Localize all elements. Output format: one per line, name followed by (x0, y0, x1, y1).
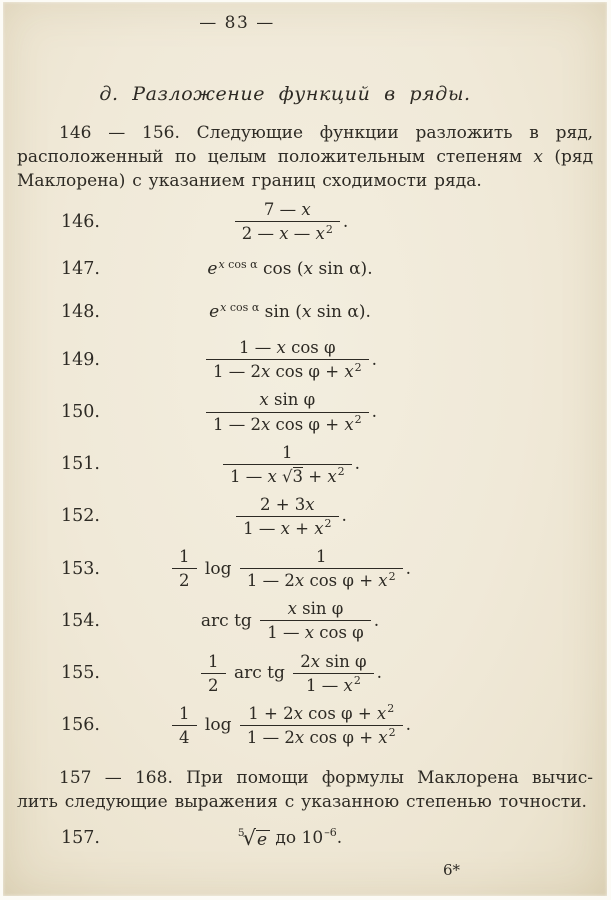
formula-text: $e^{x cos \alpha}$ cos (x sin α). (207, 257, 373, 280)
problem-number: 156. (61, 715, 100, 736)
fraction (293, 651, 373, 696)
fraction-denominator: 4 (172, 725, 197, 748)
fraction-denominator: 1 — $x + x^2$ (236, 516, 338, 539)
radical-degree: 5 (237, 826, 245, 839)
radical (238, 826, 270, 850)
fraction-denominator: 1 — 2x $\cos \varphi + x^2$ (240, 568, 403, 591)
problem-row (17, 494, 593, 539)
fraction-numerator: 1 (208, 651, 219, 671)
formula-text: . (405, 715, 411, 736)
problem-row (17, 442, 593, 487)
fraction-denominator: 2 (172, 568, 197, 591)
fraction (223, 442, 352, 487)
problem-formula (157, 703, 423, 748)
paragraph-line: лить следующие выражения с указанною степенью точности. (17, 791, 587, 812)
formula-text: arc tg (233, 663, 285, 684)
problem-formula (157, 651, 423, 696)
intro-paragraph (17, 121, 593, 193)
fraction (240, 546, 403, 591)
problem-number: 149. (61, 349, 100, 370)
fraction (235, 199, 340, 244)
problem-number: 154. (61, 610, 100, 631)
problem-row (17, 337, 593, 382)
problem-number: 147. (61, 259, 100, 280)
fraction-denominator: 1 — 2x $\cos \varphi + x^2$ (206, 412, 369, 435)
problem-formula (157, 598, 423, 643)
fraction-numerator: 1 (179, 703, 190, 723)
formula-text: . (341, 506, 347, 527)
paragraph-line: Маклорена) с указанием границ сходимости ряда. (17, 171, 482, 191)
formula-text: log (204, 558, 232, 579)
problem-formula (157, 199, 423, 244)
second-paragraph (17, 766, 593, 814)
formula-text: до $10^{-6}$. (275, 826, 343, 848)
problem-number: 155. (61, 663, 100, 684)
fraction (201, 651, 226, 696)
fraction (206, 337, 369, 382)
problem-number: 150. (61, 402, 100, 423)
problem-row (17, 294, 593, 330)
problem-number: 157. (61, 827, 100, 848)
problem-formula (157, 389, 423, 434)
formula-text: . (373, 610, 380, 631)
problem-row (17, 389, 593, 434)
problem-row (17, 598, 593, 643)
fraction-numerator: 2x sin φ (300, 651, 367, 671)
fraction-numerator: 1 + 2x $\cos \varphi + x^2$ (248, 702, 395, 723)
fraction-denominator: 1 — $x^2$ (293, 673, 373, 696)
fraction (260, 598, 371, 643)
problem-formula (157, 546, 423, 591)
fraction-numerator: 1 (282, 442, 293, 462)
problem-row (17, 199, 593, 244)
problem-formula (157, 442, 423, 487)
formula-text: . (405, 558, 411, 579)
page-content (3, 2, 607, 896)
problem-formula (157, 302, 423, 322)
section-heading: д. Разложение функций в ряды. (99, 83, 471, 105)
problem-row (17, 820, 593, 856)
fraction-denominator: 1 — x $√3 + x^2$ (223, 464, 352, 487)
problem-formula (157, 337, 423, 382)
fraction-numerator: 1 — x cos φ (239, 338, 336, 358)
fraction (240, 703, 403, 748)
formula-text: . (371, 402, 378, 423)
fraction-numerator: 2 + 3x (259, 494, 315, 514)
problem-formula (157, 826, 423, 850)
problem-number: 148. (61, 302, 100, 323)
problems-list-146-156 (17, 199, 593, 748)
fraction (236, 494, 338, 539)
fraction-numerator: x sin φ (287, 599, 344, 619)
problem-row (17, 251, 593, 287)
formula-text: . (354, 454, 361, 475)
fraction-numerator: x sin φ (259, 390, 316, 410)
fraction (172, 546, 197, 591)
paragraph-line: 157 — 168. При помощи формулы Маклорена вычис- (59, 767, 594, 788)
problem-row (17, 546, 593, 591)
problem-number: 151. (61, 454, 100, 475)
fraction-numerator: 1 (179, 547, 190, 567)
book-page (3, 2, 607, 896)
problem-row (17, 651, 593, 696)
formula-text: . (371, 349, 378, 370)
signature-mark: 6* (442, 860, 460, 879)
formula-text: log (204, 715, 232, 736)
radical-sign-icon: √ (242, 825, 256, 850)
formula-text: . (376, 663, 382, 684)
fraction-denominator: 2 — x — $x^2$ (235, 221, 340, 244)
paragraph-line: 146 — 156. Следующие функции разложить в ряд, (59, 123, 594, 143)
paragraph-line: расположенный по целым положительным степеням x (ряд (17, 147, 594, 167)
fraction-denominator: 1 — 2x $\cos \varphi + x^2$ (206, 359, 369, 382)
fraction (172, 703, 197, 748)
formula-text: arc tg (200, 610, 252, 631)
problem-number: 146. (61, 211, 100, 232)
problem-number: 153. (61, 558, 100, 579)
fraction-denominator: 1 — x cos φ (260, 620, 371, 643)
formula-text: $e^{x cos \alpha}$ sin (x sin α). (209, 300, 371, 323)
fraction-numerator: 7 — x (263, 200, 311, 219)
radical-argument: e (256, 830, 270, 850)
problems-list-157 (17, 820, 593, 856)
formula-text: . (342, 211, 349, 232)
fraction-denominator: 2 (201, 673, 226, 696)
problem-formula (157, 259, 423, 279)
problem-number: 152. (61, 506, 100, 527)
page-number-header: — 83 — (199, 13, 275, 33)
fraction-numerator: 1 (315, 547, 327, 567)
fraction-denominator: 1 — 2x $\cos \varphi + x^2$ (240, 725, 403, 748)
fraction (206, 389, 369, 434)
problem-row (17, 703, 593, 748)
problem-formula (157, 494, 423, 539)
